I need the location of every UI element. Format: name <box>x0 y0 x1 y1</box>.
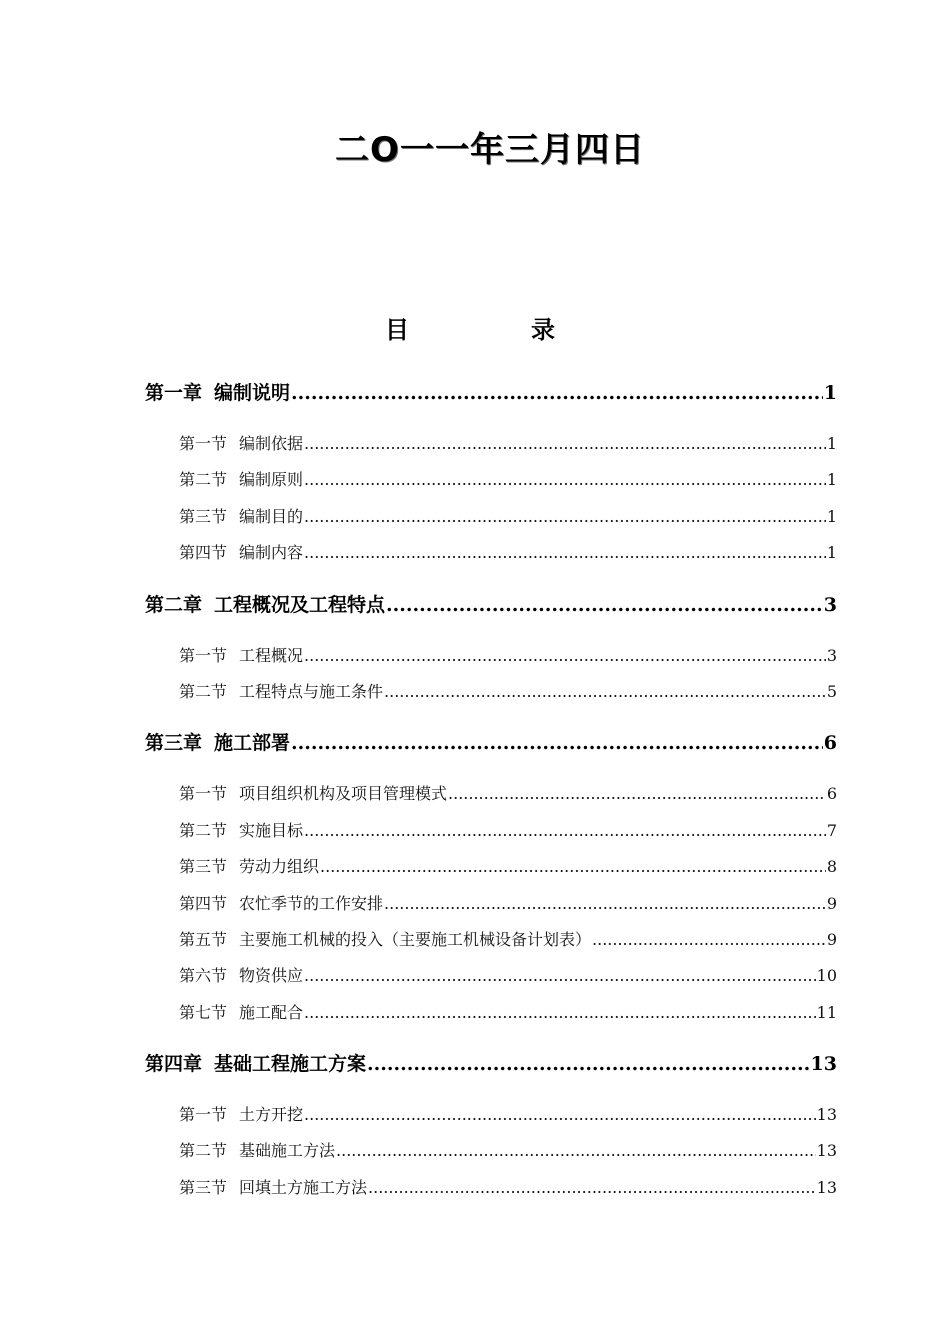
section-number: 第四节 <box>179 893 228 913</box>
toc-chapter-4[interactable] <box>145 1045 837 1083</box>
section-page-number: 1 <box>826 543 837 563</box>
section-page-number: 1 <box>826 506 837 526</box>
section-number: 第六节 <box>179 966 228 986</box>
toc-section[interactable] <box>145 813 837 849</box>
toc-chapter-1[interactable] <box>145 374 837 412</box>
toc-section[interactable] <box>145 1170 837 1206</box>
dot-leader <box>304 995 816 1031</box>
chapter-title: 工程概况及工程特点 <box>214 593 386 616</box>
toc-chapter-3[interactable] <box>145 724 837 762</box>
dot-leader <box>304 958 816 994</box>
toc-section-label <box>179 995 303 1031</box>
section-number: 第七节 <box>179 1002 228 1022</box>
section-page-number: 11 <box>816 1002 837 1022</box>
section-title: 主要施工机械的投入（主要施工机械设备计划表） <box>239 929 592 949</box>
toc-section-group-2 <box>145 638 837 711</box>
section-number: 第二节 <box>179 470 228 490</box>
chapter-page-number: 13 <box>810 1053 837 1076</box>
section-number: 第一节 <box>179 1105 228 1125</box>
dot-leader <box>304 426 826 462</box>
toc-section-label <box>179 813 303 849</box>
toc-section-label <box>179 1133 335 1169</box>
dot-leader <box>304 462 826 498</box>
toc-section[interactable] <box>145 922 837 958</box>
toc-chapter-label <box>145 374 290 412</box>
toc-section-group-3 <box>145 776 837 1031</box>
toc-section-label <box>179 922 591 958</box>
chapter-page-number: 6 <box>823 732 837 755</box>
dot-leader <box>386 586 823 624</box>
toc-section-label <box>179 462 303 498</box>
section-page-number: 13 <box>816 1105 837 1125</box>
section-page-number: 13 <box>816 1141 837 1161</box>
section-title: 项目组织机构及项目管理模式 <box>239 784 448 804</box>
section-number: 第三节 <box>179 857 228 877</box>
toc-section[interactable] <box>145 886 837 922</box>
section-title: 编制依据 <box>239 434 304 453</box>
dot-leader <box>320 849 826 885</box>
chapter-number: 第二章 <box>145 593 203 616</box>
toc-section-label <box>179 849 319 885</box>
section-number: 第二节 <box>179 1141 228 1161</box>
section-page-number: 3 <box>826 645 837 665</box>
dot-leader <box>368 1170 816 1206</box>
section-number: 第一节 <box>179 645 228 665</box>
section-title: 编制内容 <box>239 543 304 563</box>
toc-section-label <box>179 776 447 812</box>
toc-section-label <box>179 535 303 571</box>
toc-section[interactable] <box>145 674 837 710</box>
section-page-number: 13 <box>816 1177 837 1197</box>
section-number: 第一节 <box>179 784 228 804</box>
toc-section[interactable] <box>145 958 837 994</box>
dot-leader <box>592 922 826 958</box>
section-page-number: 8 <box>826 857 837 877</box>
toc-section-label <box>179 1170 367 1206</box>
chapter-number: 第一章 <box>145 382 203 404</box>
toc-chapter-label <box>145 1045 366 1083</box>
section-number: 第三节 <box>179 506 228 526</box>
section-title: 农忙季节的工作安排 <box>239 893 384 913</box>
section-title: 土方开挖 <box>239 1105 304 1125</box>
section-title: 实施目标 <box>239 820 304 840</box>
toc-section-label <box>179 426 303 462</box>
section-page-number: 9 <box>826 929 837 949</box>
chapter-title: 基础工程施工方案 <box>214 1053 367 1076</box>
section-number: 第二节 <box>179 681 228 701</box>
toc-chapter-label <box>145 724 290 762</box>
section-title: 编制目的 <box>239 506 304 526</box>
chapter-title: 施工部署 <box>214 732 291 755</box>
toc-section[interactable] <box>145 499 837 535</box>
section-number: 第二节 <box>179 820 228 840</box>
dot-leader <box>304 535 826 571</box>
dot-leader <box>384 886 826 922</box>
section-title: 基础施工方法 <box>239 1141 336 1161</box>
section-page-number: 1 <box>826 434 837 453</box>
toc-section-label <box>179 958 303 994</box>
dot-leader <box>336 1133 816 1169</box>
toc-heading <box>385 312 555 348</box>
toc-section-label <box>179 674 383 710</box>
chapter-page-number: 1 <box>823 382 837 404</box>
chapter-title: 编制说明 <box>214 382 291 404</box>
dot-leader <box>291 374 823 412</box>
toc-section-group-4 <box>145 1097 837 1206</box>
toc-section-group-1 <box>145 426 837 572</box>
section-number: 第三节 <box>179 1177 228 1197</box>
dot-leader <box>367 1045 810 1083</box>
section-number: 第四节 <box>179 543 228 563</box>
section-title: 劳动力组织 <box>239 857 320 877</box>
toc-heading-char-2: 录 <box>531 316 555 344</box>
toc-chapter-label <box>145 586 385 624</box>
toc-section[interactable] <box>145 1097 837 1133</box>
chapter-number: 第四章 <box>145 1053 203 1076</box>
section-title: 编制原则 <box>239 470 304 490</box>
dot-leader <box>304 813 826 849</box>
toc-section-label <box>179 1097 303 1133</box>
toc-section[interactable] <box>145 535 837 571</box>
dot-leader <box>448 776 826 812</box>
section-page-number: 1 <box>826 470 837 490</box>
section-page-number: 5 <box>826 681 837 701</box>
section-title: 工程特点与施工条件 <box>239 681 384 701</box>
toc-heading-char-1: 目 <box>385 316 409 344</box>
toc-section-label <box>179 499 303 535</box>
section-number: 第五节 <box>179 929 228 949</box>
toc-section[interactable] <box>145 776 837 812</box>
dot-leader <box>291 724 823 762</box>
section-page-number: 10 <box>816 966 837 986</box>
toc-section-label <box>179 886 383 922</box>
date-title: 二O一一年三月四日 <box>335 130 645 170</box>
toc-section[interactable] <box>145 1133 837 1169</box>
dot-leader <box>304 1097 816 1133</box>
section-title: 回填土方施工方法 <box>239 1177 368 1197</box>
toc-section[interactable] <box>145 638 837 674</box>
dot-leader <box>304 499 826 535</box>
chapter-number: 第三章 <box>145 732 203 755</box>
toc-chapter-2[interactable] <box>145 586 837 624</box>
toc-section[interactable] <box>145 426 837 462</box>
section-number: 第一节 <box>179 434 228 453</box>
dot-leader <box>384 674 826 710</box>
section-page-number: 6 <box>826 784 837 804</box>
section-title: 物资供应 <box>239 966 304 986</box>
chapter-page-number: 3 <box>823 593 837 616</box>
dot-leader <box>304 638 826 674</box>
toc-section[interactable] <box>145 462 837 498</box>
toc-section-label <box>179 638 303 674</box>
toc-section[interactable] <box>145 849 837 885</box>
section-title: 施工配合 <box>239 1002 304 1022</box>
section-title: 工程概况 <box>239 645 304 665</box>
section-page-number: 7 <box>826 820 837 840</box>
section-page-number: 9 <box>826 893 837 913</box>
table-of-contents <box>145 374 837 1220</box>
toc-section[interactable] <box>145 995 837 1031</box>
